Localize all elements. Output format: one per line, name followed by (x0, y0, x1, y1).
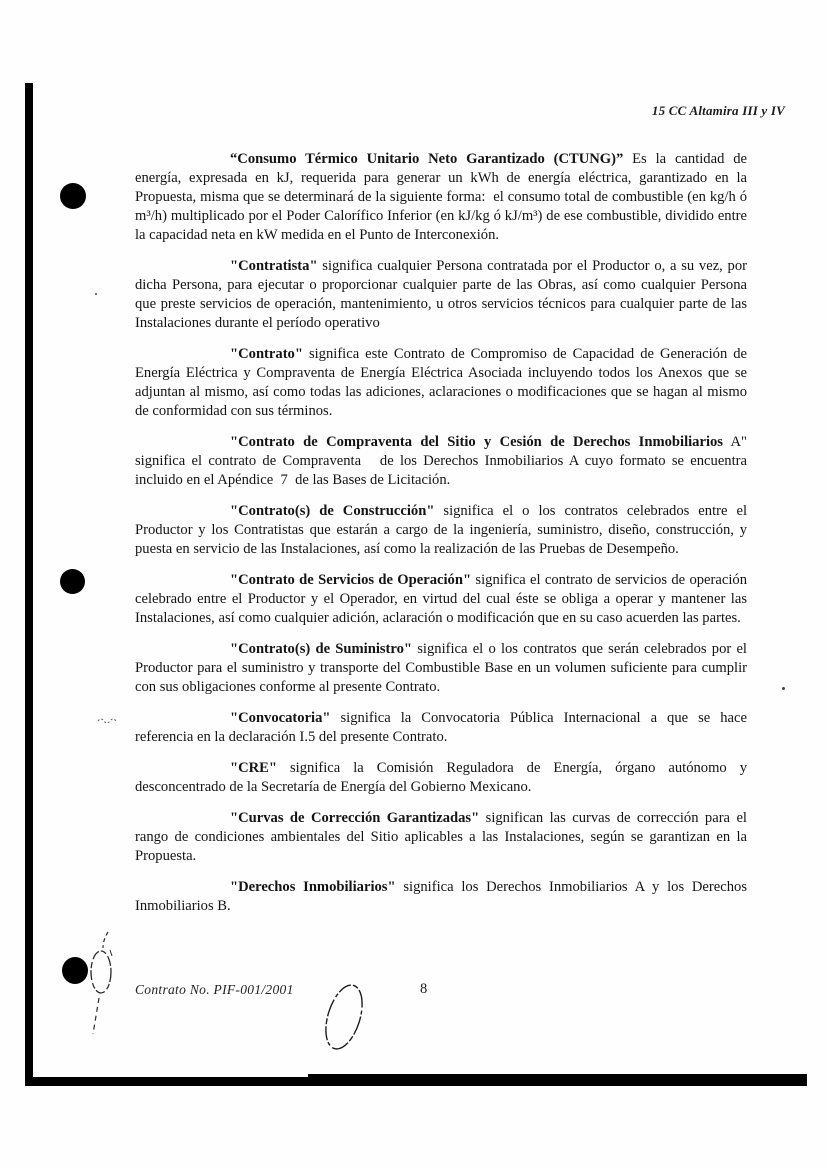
definition-text: significa la Comisión Reguladora de Energía, órgano autónomo y desconcentrado de la Secretaría de Energía del Gobierno Mexicano. (135, 760, 747, 795)
definition-paragraph (135, 571, 747, 628)
definition-term: "Contrato(s) de Construcción" (230, 503, 435, 519)
definition-term: "CRE" (230, 760, 278, 776)
pen-oval-scribble (313, 980, 377, 1058)
footer-page-number: 8 (420, 981, 428, 997)
definition-paragraph (135, 502, 747, 559)
definition-text: significa los Derechos Inmobiliarios A y los Derechos Inmobiliarios B. (135, 879, 747, 914)
document-body (135, 150, 747, 928)
definition-text: significa el o los contratos que serán celebrados por el Productor para el suministro y transporte del Combustible Base en un volumen suficiente para cumplir con sus obligaciones conforme al presente Contrato. (135, 641, 747, 695)
definition-term: "Contrato de Compraventa del Sitio y Cesión de Derechos Inmobiliarios (230, 434, 723, 450)
definition-term: "Contrato de Servicios de Operación" (230, 572, 472, 588)
definition-paragraph (135, 640, 747, 697)
definition-text: significa el o los contratos celebrados entre el Productor y los Contratistas que estarán a cargo de la ingeniería, suministro, diseño, construcción, y puesta en servicio de las Instalaciones, así como la realización de las Pruebas de Desempeño. (135, 503, 747, 557)
definition-text: Es la cantidad de energía, expresada en kJ, requerida para generar un kWh de energía eléctrica, garantizado en la Propuesta, misma que se determinará de la siguiente forma: el consumo total de combustible (en kg/h ó m³/h) multiplicado por el Poder Calorífico Inferior (en kJ/kg ó kJ/m³) de ese combustible, dividido entre la capacidad neta en kW medida en el Punto de Interconexión. (135, 151, 747, 243)
scan-edge-left-bar (25, 83, 33, 1086)
footer-contract-number: Contrato No. PIF-001/2001 (135, 982, 294, 997)
definition-text: significa este Contrato de Compromiso de Capacidad de Generación de Energía Eléctrica y Compraventa de Energía Eléctrica Asociada incluyendo todos los Anexos que se adjuntan al mismo, así como todas las adiciones, aclaraciones o modificaciones que se hagan al mismo de conformidad con sus términos. (135, 346, 747, 419)
hole-punch-mark (60, 569, 85, 594)
hole-punch-mark (60, 183, 86, 209)
definition-paragraph (135, 150, 747, 245)
definition-term: "Contrato" (230, 346, 303, 362)
definition-text: significa el contrato de servicios de operación celebrado entre el Productor y el Operador, en virtud del cual éste se obliga a operar y mantener las Instalaciones, así como cualquier adición, aclaración o modificación que en su caso acuerden las partes. (135, 572, 747, 626)
definition-term: "Contratista" (230, 258, 318, 274)
scan-speck (95, 293, 97, 295)
scan-edge-bottom-bar-step (308, 1074, 807, 1078)
definition-paragraph (135, 345, 747, 421)
running-header: 15 CC Altamira III y IV (651, 103, 785, 118)
definition-paragraph (135, 809, 747, 866)
definition-text: significa cualquier Persona contratada por el Productor o, a su vez, por dicha Persona, para ejecutar o proporcionar cualquier parte de las Obras, así como cualquier Persona que preste servicios de operación, mantenimiento, u otros servicios técnicos para cualquier parte de las Instalaciones durante el período operativo (135, 258, 747, 331)
definition-term: "Contrato(s) de Suministro" (230, 641, 413, 657)
scan-edge-bottom-bar (25, 1077, 807, 1086)
definition-paragraph (135, 759, 747, 797)
scan-speck (782, 687, 785, 690)
definition-term: “Consumo Térmico Unitario Neto Garantizado (CTUNG)” (230, 151, 624, 167)
pencil-squiggle-mark (96, 714, 118, 726)
definition-paragraph (135, 709, 747, 747)
definition-paragraph (135, 878, 747, 916)
pen-marks-bottom-left (84, 922, 124, 1042)
definition-term: "Derechos Inmobiliarios" (230, 879, 396, 895)
definition-text: significa la Convocatoria Pública Internacional a que se hace referencia en la declaración I.5 del presente Contrato. (135, 710, 747, 745)
definition-paragraph (135, 257, 747, 333)
definition-text: A" significa el contrato de Compraventa de los Derechos Inmobiliarios A cuyo formato se encuentra incluido en el Apéndice 7 de las Bases de Licitación. (135, 434, 747, 488)
definition-text: significan las curvas de corrección para el rango de condiciones ambientales del Sitio aplicables a las Instalaciones, según se garantizan en la Propuesta. (135, 810, 747, 864)
definition-term: "Convocatoria" (230, 710, 331, 726)
definition-paragraph (135, 433, 747, 490)
definition-term: "Curvas de Corrección Garantizadas" (230, 810, 480, 826)
